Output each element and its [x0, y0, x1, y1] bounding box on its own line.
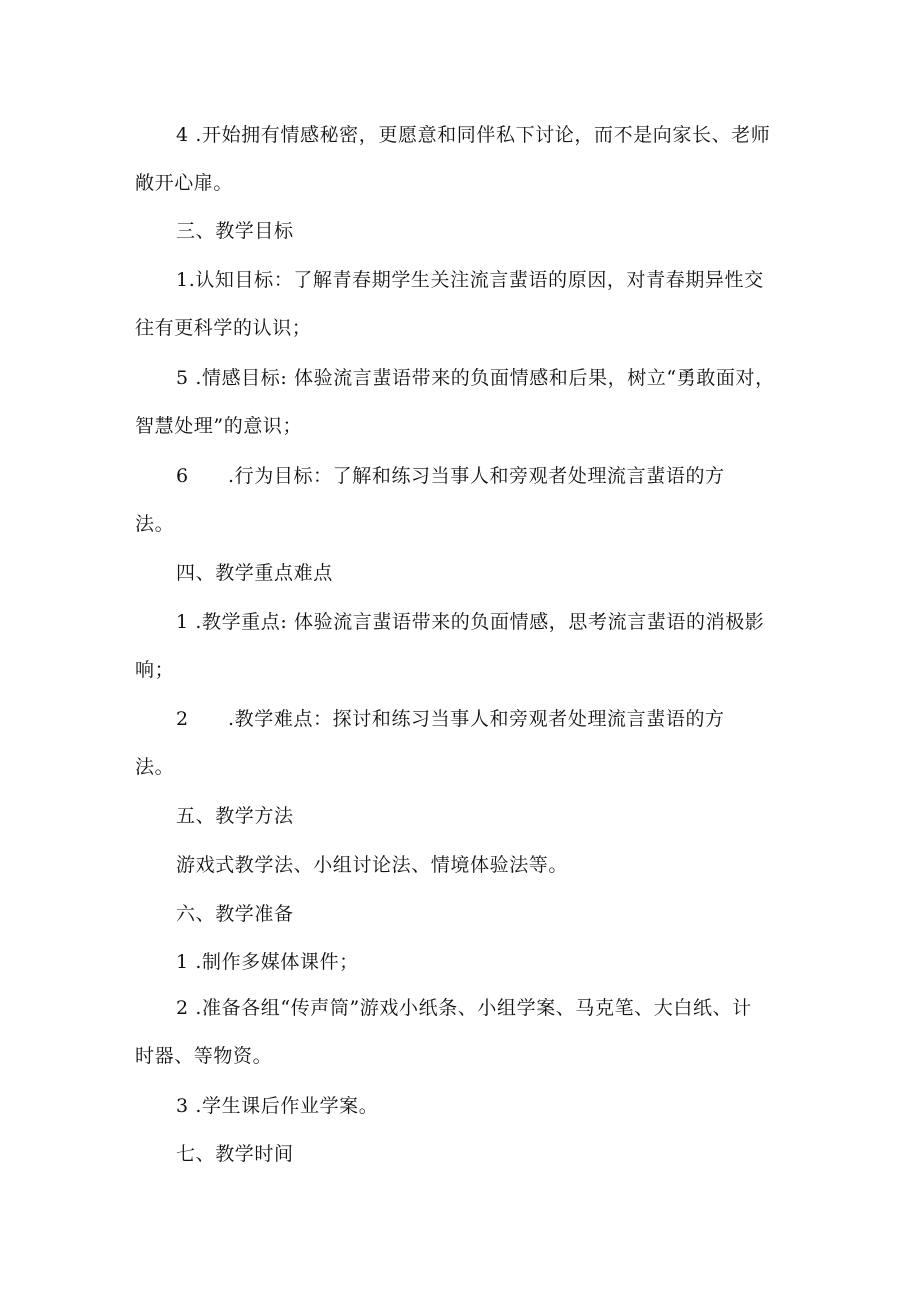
prep-item-3: 3 .学生课后作业学案。 [176, 1095, 379, 1117]
prep-item-2-line-1: 2 .准备各组“传声筒”游戏小纸条、小组学案、马克笔、大白纸、计 [176, 997, 752, 1019]
key-point-1-line-1: 1 .教学重点: 体验流言蜚语带来的负面情感，思考流言蜚语的消极影 [176, 611, 765, 633]
section-heading-7: 七、教学时间 [176, 1143, 294, 1165]
objective-3-line-1: .行为目标：了解和练习当事人和旁观者处理流言蜚语的方 [228, 465, 725, 487]
key-point-1-line-2: 响； [135, 659, 175, 681]
objective-3-line-2: 法。 [135, 513, 175, 535]
objective-3-number: 6 [176, 465, 189, 487]
objective-1-line-1: 1.认知目标：了解青春期学生关注流言蜚语的原因，对青春期异性交 [176, 269, 764, 291]
key-point-2-number: 2 [176, 708, 189, 730]
prep-item-1: 1 .制作多媒体课件； [176, 951, 359, 973]
methods-text: 游戏式教学法、小组讨论法、情境体验法等。 [176, 854, 569, 876]
objective-1-line-2: 往有更科学的认识； [135, 317, 312, 339]
key-point-2-line-2: 法。 [135, 756, 175, 778]
section-heading-3: 三、教学目标 [176, 220, 294, 242]
objective-2-line-2: 智慧处理”的意识； [135, 415, 303, 437]
item-4-line-1: 4 .开始拥有情感秘密，更愿意和同伴私下讨论，而不是向家长、老师 [176, 124, 771, 146]
prep-item-2-line-2: 时器、等物资。 [135, 1045, 273, 1067]
section-heading-5: 五、教学方法 [176, 805, 294, 827]
key-point-2-line-1: .教学难点：探讨和练习当事人和旁观者处理流言蜚语的方 [228, 708, 725, 730]
item-4-line-2: 敞开心扉。 [135, 172, 234, 194]
section-heading-6: 六、教学准备 [176, 903, 294, 925]
section-heading-4: 四、教学重点难点 [176, 562, 333, 584]
objective-2-line-1: 5 .情感目标: 体验流言蜚语带来的负面情感和后果，树立“勇敢面对， [176, 367, 775, 389]
